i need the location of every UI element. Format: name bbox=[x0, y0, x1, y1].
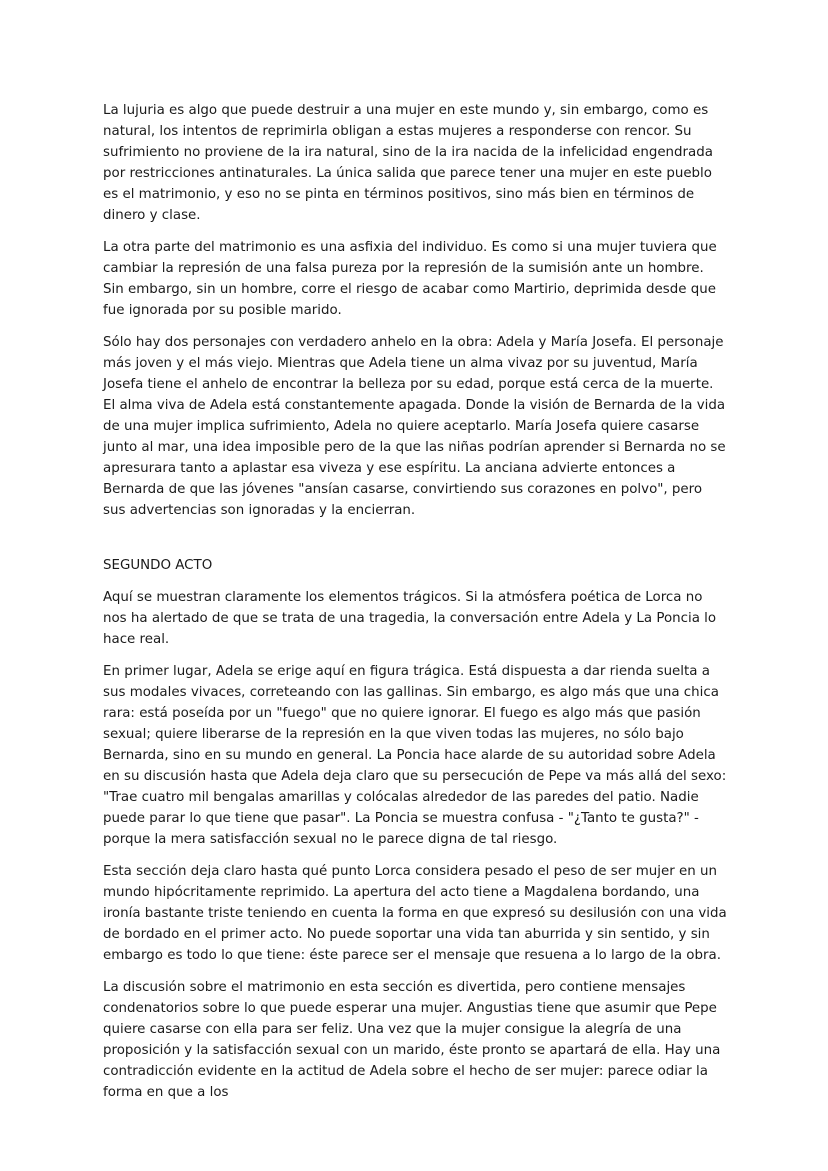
paragraph-marriage-discussion: La discusión sobre el matrimonio en esta sección es divertida, pero contiene mensajes condenatorios sobre lo que puede esperar una mujer. Angustias tiene que asumir que Pepe quiere casarse con ella para ser feliz. Una vez que la mujer consigue la alegría de una proposición y la satisfacción sexual con un marido, éste pronto se apartará de ella. Hay una contradicción evidente en la actitud de Adela sobre el hecho de ser mujer: parece odiar la forma en que a los bbox=[103, 980, 721, 1100]
paragraph-longing-characters: Sólo hay dos personajes con verdadero anhelo en la obra: Adela y María Josefa. El personaje más joven y el más viejo. Mientras que Adela tiene un alma vivaz por su juventud, María Josefa tiene el anhelo de encontrar la belleza por su edad, porque está cerca de la muerte. El alma viva de Adela está constantemente apagada. Donde la visión de Bernarda de la vida de una mujer implica sufrimiento, Adela no quiere aceptarlo. María Josefa quiere casarse junto al mar, una idea imposible pero de la que las niñas podrían aprender si Bernarda no se apresurara tanto a aplastar esa viveza y ese espíritu. La anciana advierte entonces a Bernarda de que las jóvenes "ansían casarse, convirtiendo sus corazones en polvo", pero sus advertencias son ignoradas y la encierran. bbox=[103, 335, 726, 518]
paragraph-tragic-elements: Aquí se muestran claramente los elementos trágicos. Si la atmósfera poética de Lorca no nos ha alertado de que se trata de una tragedia, la conversación entre Adela y La Poncia lo hace real. bbox=[103, 590, 717, 647]
document-page bbox=[103, 100, 728, 1114]
paragraph-marriage-asphyxia: La otra parte del matrimonio es una asfixia del individuo. Es como si una mujer tuviera que cambiar la represión de una falsa pureza por la represión de la sumisión ante un hombre. Sin embargo, sin un hombre, corre el riesgo de acabar como Martirio, deprimida desde que fue ignorada por su posible marido. bbox=[103, 240, 717, 318]
paragraph-lust: La lujuria es algo que puede destruir a una mujer en este mundo y, sin embargo, como es natural, los intentos de reprimirla obligan a estas mujeres a responderse con rencor. Su sufrimiento no proviene de la ira natural, sino de la ira nacida de la infelicidad engendrada por restricciones antinaturales. La única salida que parece tener una mujer en este pueblo es el matrimonio, y eso no se pinta en términos positivos, sino más bien en términos de dinero y clase. bbox=[103, 103, 713, 223]
paragraph-adela-tragic-figure: En primer lugar, Adela se erige aquí en figura trágica. Está dispuesta a dar rienda suelta a sus modales vivaces, correteando con las gallinas. Sin embargo, es algo más que una chica rara: está poseída por un "fuego" que no quiere ignorar. El fuego es algo más que pasión sexual; quiere liberarse de la represión en la que viven todas las mujeres, no sólo bajo Bernarda, sino en su mundo en general. La Poncia hace alarde de su autoridad sobre Adela en su discusión hasta que Adela deja claro que su persecución de Pepe va más allá del sexo: "Trae cuatro mil bengalas amarillas y colócalas alrededor de las paredes del patio. Nadie puede parar lo que tiene que pasar". La Poncia se muestra confusa - "¿Tanto te gusta?" - porque la mera satisfacción sexual no le parece digna de tal riesgo. bbox=[103, 664, 727, 847]
section-heading: SEGUNDO ACTO bbox=[103, 558, 213, 573]
paragraph-weight-of-womanhood: Esta sección deja claro hasta qué punto Lorca considera pesado el peso de ser mujer en un mundo hipócritamente reprimido. La apertura del acto tiene a Magdalena bordando, una ironía bastante triste teniendo en cuenta la forma en que expresó su desilusión con una vida de bordado en el primer acto. No puede soportar una vida tan aburrida y sin sentido, y sin embargo es todo lo que tiene: éste parece ser el mensaje que resuena a lo largo de la obra. bbox=[103, 864, 727, 963]
